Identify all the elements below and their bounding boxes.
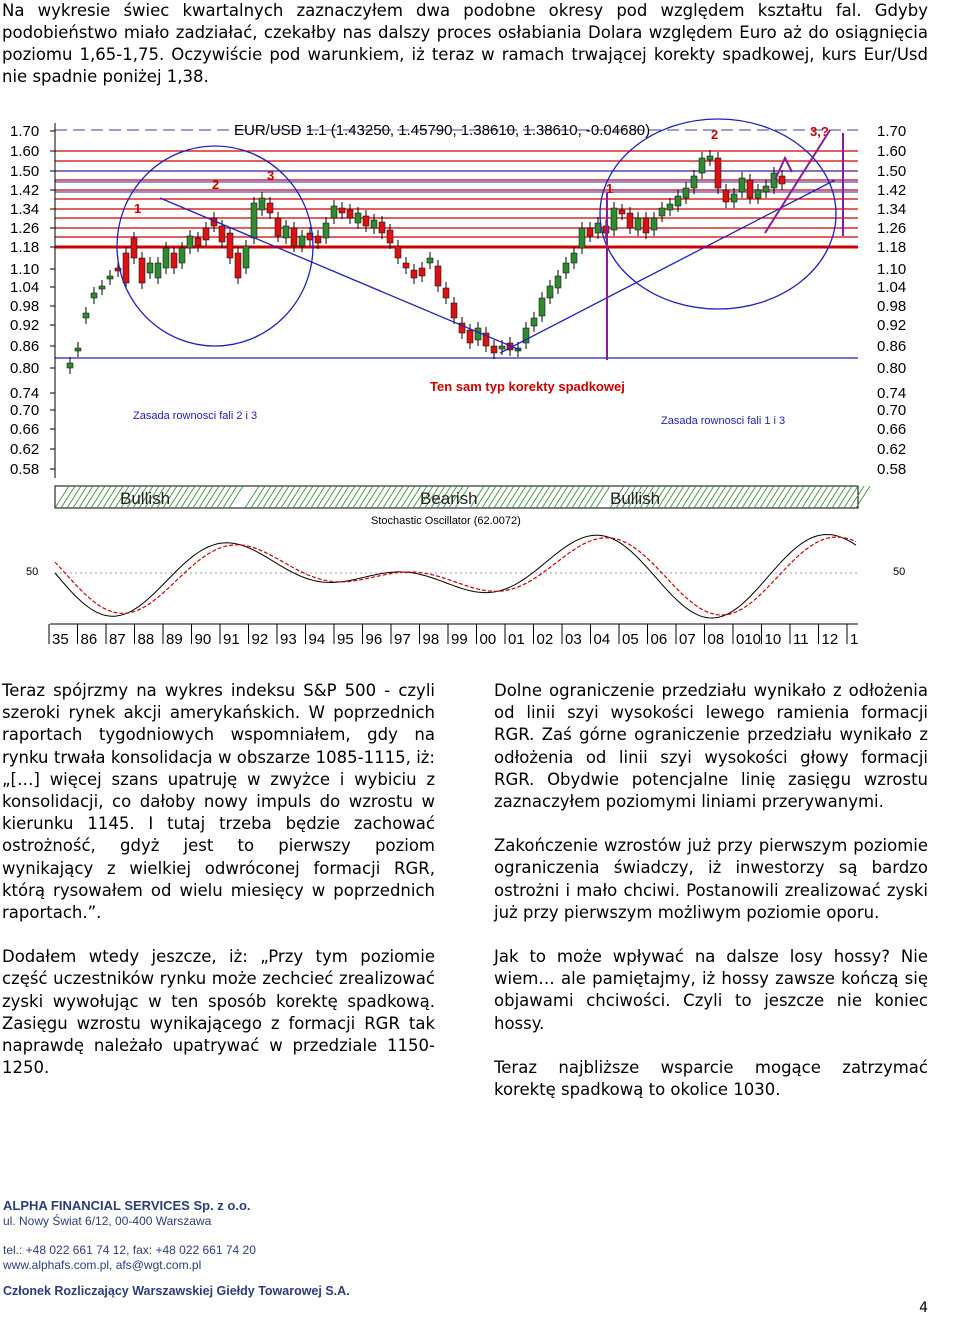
candle-up bbox=[763, 186, 769, 192]
footer-phones: tel.: +48 022 661 74 12, fax: +48 022 661 74 20 bbox=[3, 1243, 256, 1257]
candle-up bbox=[755, 190, 761, 198]
trend-line-down bbox=[160, 198, 520, 350]
candle-up bbox=[691, 176, 697, 188]
candle-up bbox=[707, 156, 713, 160]
oscillator-title: Stochastic Oscillator (62.0072) bbox=[371, 515, 521, 527]
candle-down bbox=[219, 226, 225, 242]
candle-up bbox=[739, 178, 745, 192]
left-paragraph-2: Dodałem wtedy jeszcze, iż: „Przy tym poziomie część uczestników rynku może zechcieć zrealizować zyski wywołując w ten sposób korektę spadkową. Zasięgu wzrostu wynikającego z formacji RGR tak naprawdę należało upatrywać w przedziale 1150-1250. bbox=[2, 947, 435, 1078]
candle-up bbox=[667, 204, 673, 210]
footer-address: ul. Nowy Świat 6/12, 00-400 Warszawa bbox=[3, 1214, 212, 1228]
candle-down bbox=[779, 176, 785, 184]
candle-down bbox=[715, 158, 721, 188]
wave-label-3-left: 3 bbox=[267, 168, 275, 183]
right-column bbox=[494, 680, 928, 1123]
annotation-left: Zasada rownosci fali 2 i 3 bbox=[133, 410, 258, 422]
year-tick-label: 91 bbox=[223, 631, 240, 648]
candle-down bbox=[339, 208, 345, 213]
chart-header: EUR/USD 1.1 (1.43250, 1.45790, 1.38610, 1.38610, -0.04680) bbox=[234, 122, 651, 139]
price-tick-right: 0.98 bbox=[877, 298, 907, 315]
candle-down bbox=[747, 180, 753, 198]
price-tick-left: 1.70 bbox=[10, 123, 40, 140]
wave-label-3-right: 3,? bbox=[810, 124, 829, 139]
candle-up bbox=[531, 318, 537, 326]
candle-down bbox=[491, 346, 497, 353]
year-tick-label: 07 bbox=[679, 631, 696, 648]
right-paragraph-4: Teraz najbliższe wsparcie mogące zatrzymać korektę spadkową to okolice 1030. bbox=[494, 1057, 928, 1100]
price-tick-right: 1.50 bbox=[877, 163, 907, 180]
candle-down bbox=[267, 203, 273, 213]
price-tick-right: 1.70 bbox=[877, 123, 907, 140]
price-tick-left: 0.62 bbox=[10, 441, 40, 458]
band-label-bullish-2: Bullish bbox=[610, 489, 661, 508]
year-tick-label: 89 bbox=[166, 631, 183, 648]
candle-down bbox=[411, 270, 417, 278]
year-tick-label: 35 bbox=[52, 631, 69, 648]
oscillator-level-right: 50 bbox=[893, 566, 906, 578]
candle-up bbox=[83, 313, 89, 318]
year-tick-label: 96 bbox=[365, 631, 383, 648]
candle-up bbox=[579, 228, 585, 248]
candle-up bbox=[731, 194, 737, 202]
candle-down bbox=[643, 218, 649, 233]
candle-up bbox=[611, 208, 617, 230]
footer-web-link[interactable]: www.alphafs.com.pl, afs@wgt.com.pl bbox=[3, 1258, 202, 1272]
price-tick-left: 1.42 bbox=[10, 182, 40, 199]
candle-down bbox=[363, 216, 369, 226]
wave-label-1-right: 1 bbox=[606, 181, 614, 196]
candle-down bbox=[451, 303, 457, 318]
price-tick-left: 1.60 bbox=[10, 143, 40, 160]
oscillator-level-left: 50 bbox=[26, 566, 39, 578]
price-tick-left: 0.86 bbox=[10, 338, 40, 355]
price-tick-right: 1.18 bbox=[877, 239, 907, 256]
year-tick-label: 86 bbox=[80, 631, 98, 648]
candle-down bbox=[467, 330, 473, 343]
right-paragraph-3: Jak to może wpływać na dalsze losy hossy? Nie wiem… ale pamiętajmy, iż hossy zawsze kończą się objawami chciwości. Czyli to jeszcze nie koniec hossy. bbox=[494, 947, 928, 1033]
candle-down bbox=[203, 228, 209, 240]
price-tick-left: 0.98 bbox=[10, 298, 40, 315]
candle-up bbox=[355, 213, 361, 223]
price-tick-left: 0.92 bbox=[10, 317, 40, 334]
price-tick-left: 0.58 bbox=[10, 461, 40, 478]
year-tick-label: 03 bbox=[565, 631, 582, 648]
year-tick-label: 92 bbox=[251, 631, 269, 648]
left-column bbox=[2, 680, 435, 1101]
candle-up bbox=[499, 346, 505, 349]
candle-down bbox=[443, 288, 449, 298]
wave-label-2-left: 2 bbox=[212, 177, 220, 192]
candle-up bbox=[107, 276, 113, 279]
year-tick-label: 1 bbox=[850, 631, 859, 648]
candle-up bbox=[155, 263, 161, 278]
candle-up bbox=[539, 298, 545, 316]
year-tick-label: 93 bbox=[280, 631, 297, 648]
intro-paragraph: Na wykresie świec kwartalnych zaznaczyłem dwa podobne okresy pod względem kształtu fal. Gdyby podobieństwo miało zadziałać, czekałby nas dalszy proces osłabiania Dolara względem Euro aż do osiągnięcia poziomu 1,65-1,75. Oczywiście pod warunkiem, iż teraz w ramach trwającej korekty spadkowej, kurs Eur/Usd nie spadnie poniżej 1,38. bbox=[2, 1, 928, 86]
candle-up bbox=[651, 218, 657, 230]
candle-up bbox=[635, 218, 641, 230]
year-tick-label: 010 bbox=[736, 631, 762, 648]
price-tick-right: 1.34 bbox=[877, 201, 907, 218]
annotation-main: Ten sam typ korekty spadkowej bbox=[430, 379, 625, 394]
circle-right bbox=[600, 119, 836, 309]
wave-label-1-left: 1 bbox=[134, 201, 142, 216]
candle-down bbox=[171, 253, 177, 268]
candle-up bbox=[699, 158, 705, 173]
candle-down bbox=[291, 228, 297, 246]
price-tick-left: 1.18 bbox=[10, 239, 40, 256]
price-tick-right: 0.70 bbox=[877, 402, 907, 419]
annotation-right: Zasada rownosci fali 1 i 3 bbox=[661, 415, 786, 427]
candle-down bbox=[419, 268, 425, 276]
candle-up bbox=[331, 206, 337, 218]
candle-up bbox=[283, 226, 289, 238]
candle-up bbox=[251, 203, 257, 238]
eurusd-chart bbox=[0, 118, 960, 658]
price-tick-right: 0.74 bbox=[877, 385, 907, 402]
year-tick-label: 11 bbox=[793, 631, 809, 648]
price-tick-left: 1.10 bbox=[10, 261, 40, 278]
candle-up bbox=[147, 263, 153, 273]
candle-up bbox=[243, 246, 249, 268]
candle-down bbox=[627, 213, 633, 228]
price-tick-right: 0.62 bbox=[877, 441, 907, 458]
year-tick-label: 12 bbox=[821, 631, 839, 648]
band-label-bearish: Bearish bbox=[420, 489, 478, 508]
year-tick-label: 87 bbox=[109, 631, 126, 648]
candle-down bbox=[275, 218, 281, 236]
candle-down bbox=[235, 253, 241, 278]
candle-up bbox=[75, 348, 81, 351]
right-paragraph-2: Zakończenie wzrostów już przy pierwszym poziomie ograniczenia świadczy, iż inwestorzy są bardzo ostrożni i mało chciwi. Postanowili zrealizować zyski już przy pierwszym możliwym poziomie oporu. bbox=[494, 836, 928, 922]
price-tick-right: 1.10 bbox=[877, 261, 907, 278]
page-number: 4 bbox=[919, 1300, 928, 1316]
candle-up bbox=[91, 293, 97, 298]
year-tick-label: 05 bbox=[622, 631, 639, 648]
year-tick-label: 90 bbox=[194, 631, 212, 648]
candle-up bbox=[571, 253, 577, 263]
price-tick-left: 1.04 bbox=[10, 279, 40, 296]
price-tick-left: 0.80 bbox=[10, 360, 40, 377]
chart-svg bbox=[0, 118, 960, 658]
year-tick-label: 95 bbox=[337, 631, 354, 648]
candle-down bbox=[395, 246, 401, 258]
osc-line-k bbox=[55, 535, 856, 619]
year-tick-label: 97 bbox=[394, 631, 411, 648]
year-tick-label: 08 bbox=[707, 631, 725, 648]
candle-down bbox=[347, 210, 353, 218]
year-tick-label: 01 bbox=[508, 631, 525, 648]
price-tick-left: 0.70 bbox=[10, 402, 40, 419]
candle-up bbox=[163, 248, 169, 268]
candle-up bbox=[683, 188, 689, 198]
price-tick-right: 0.92 bbox=[877, 317, 907, 334]
price-tick-right: 1.04 bbox=[877, 279, 907, 296]
price-tick-left: 0.66 bbox=[10, 421, 40, 438]
candle-down bbox=[123, 253, 129, 283]
candle-up bbox=[555, 276, 561, 288]
osc-line-d bbox=[55, 537, 856, 615]
band-label-bullish-1: Bullish bbox=[120, 489, 171, 508]
year-tick-label: 94 bbox=[308, 631, 326, 648]
candle-down bbox=[379, 222, 385, 233]
candle-up bbox=[427, 258, 433, 263]
candle-up bbox=[299, 236, 305, 246]
left-paragraph-1: Teraz spójrzmy na wykres indeksu S&P 500 - czyli szeroki rynek akcji amerykańskich. W poprzednich raportach tygodniowych wspomniałem, gdy na rynku trwała konsolidacja w obszarze 1085-1115, iż: „[…] więcej szans upatruję w zwyżce i wybiciu z konsolidacji, co dałoby nowy impuls do wzrostu w kierunku 1145. I tutaj trzeba będzie zachować ostrożność, gdyż jest to pierwszy poziom wynikający z wielkiej odwróconej formacji RGR, którą rysowałem od wielu miesięcy w poprzednich raportach.”. bbox=[2, 681, 435, 923]
footer-membership: Członek Rozliczający Warszawskiej Giełdy Towarowej S.A. bbox=[3, 1284, 350, 1298]
wave-label-2-right: 2 bbox=[711, 127, 719, 142]
year-tick-label: 04 bbox=[593, 631, 611, 648]
candle-down bbox=[587, 228, 593, 236]
right-paragraph-1: Dolne ograniczenie przedziału wynikało z odłożenia od linii szyi wysokości lewego ramienia formacji RGR. Zaś górne ograniczenie przedziału wynikało z odłożenia od linii szyi wysokości głowy formacji RGR. Obydwie potencjalne linię zasięgu wzrostu zaznaczyłem poziomymi liniami przerywanymi. bbox=[494, 681, 928, 812]
candle-down bbox=[315, 236, 321, 243]
candle-down bbox=[619, 210, 625, 214]
year-tick-label: 10 bbox=[764, 631, 782, 648]
candle-up bbox=[475, 328, 481, 340]
price-tick-right: 0.80 bbox=[877, 360, 907, 377]
candle-up bbox=[259, 198, 265, 210]
year-tick-label: 06 bbox=[650, 631, 668, 648]
price-tick-left: 1.26 bbox=[10, 220, 40, 237]
candle-up bbox=[675, 196, 681, 206]
candle-up bbox=[99, 286, 105, 289]
candle-up bbox=[187, 236, 193, 248]
price-tick-left: 0.74 bbox=[10, 385, 40, 402]
price-tick-right: 0.58 bbox=[877, 461, 907, 478]
candle-up bbox=[547, 286, 553, 298]
footer-company: ALPHA FINANCIAL SERVICES Sp. z o.o. bbox=[3, 1198, 251, 1213]
candle-down bbox=[131, 238, 137, 258]
candle-up bbox=[563, 263, 569, 273]
price-tick-right: 1.60 bbox=[877, 143, 907, 160]
candle-up bbox=[67, 363, 73, 368]
candle-down bbox=[435, 266, 441, 286]
price-tick-right: 0.66 bbox=[877, 421, 907, 438]
year-tick-label: 98 bbox=[422, 631, 440, 648]
price-tick-right: 0.86 bbox=[877, 338, 907, 355]
candle-down bbox=[723, 190, 729, 202]
candle-down bbox=[139, 258, 145, 283]
year-tick-label: 88 bbox=[137, 631, 155, 648]
price-tick-left: 1.34 bbox=[10, 201, 40, 218]
year-tick-label: 00 bbox=[479, 631, 497, 648]
year-tick-label: 02 bbox=[536, 631, 554, 648]
candle-up bbox=[179, 248, 185, 263]
candle-down bbox=[195, 238, 201, 246]
year-tick-label: 99 bbox=[451, 631, 468, 648]
candle-down bbox=[403, 263, 409, 268]
price-tick-left: 1.50 bbox=[10, 163, 40, 180]
price-tick-right: 1.26 bbox=[877, 220, 907, 237]
price-tick-right: 1.42 bbox=[877, 182, 907, 199]
candle-up bbox=[659, 208, 665, 216]
candle-up bbox=[323, 223, 329, 238]
candle-up bbox=[371, 220, 377, 228]
candle-down bbox=[227, 233, 233, 258]
candle-down bbox=[387, 230, 393, 243]
